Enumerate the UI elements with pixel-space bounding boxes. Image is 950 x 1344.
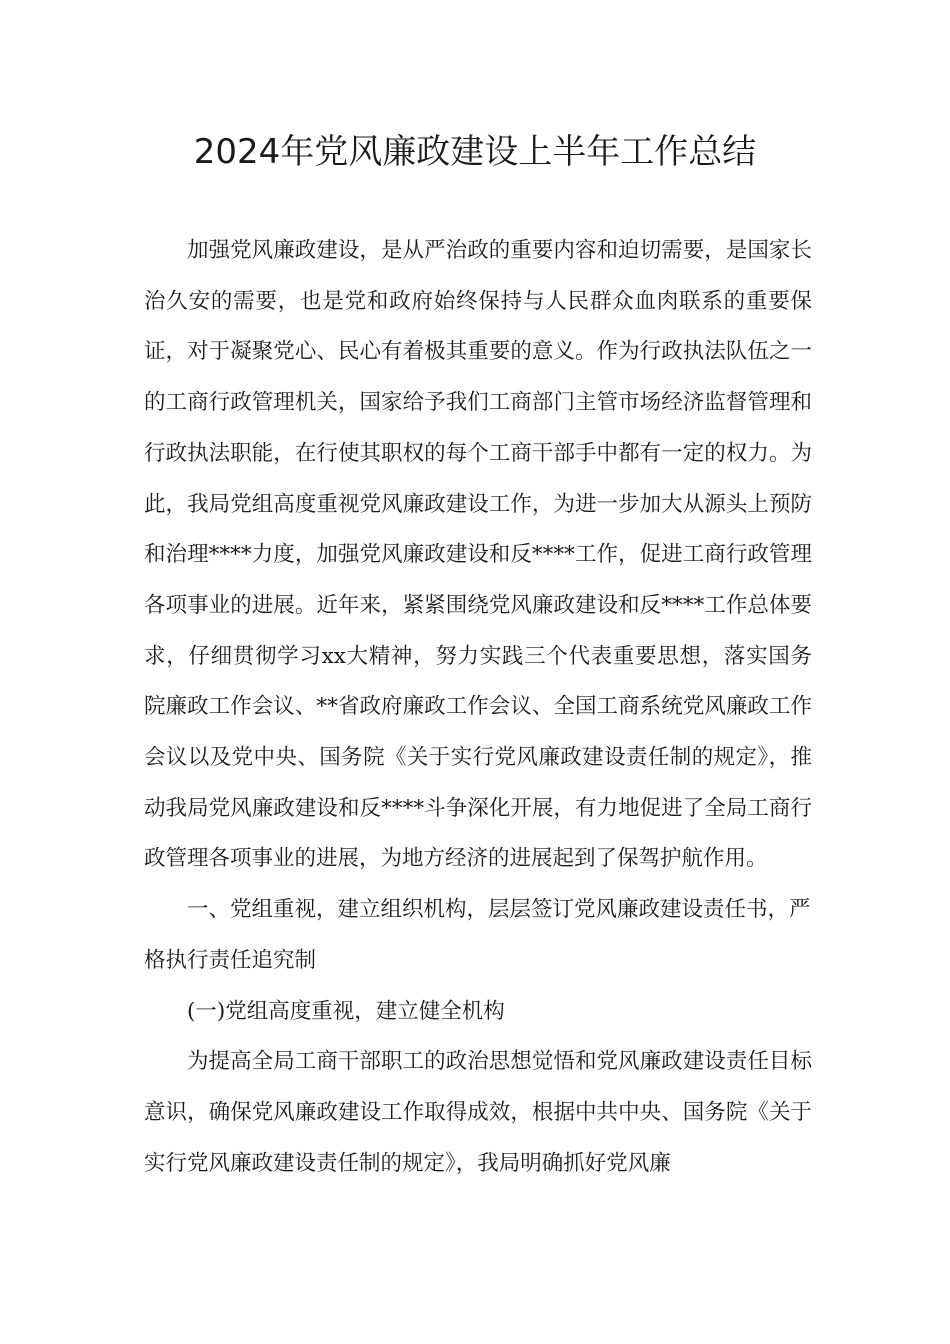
intro-paragraph: 加强党风廉政建设，是从严治政的重要内容和迫切需要，是国家长治久安的需要，也是党和政府始终保持与人民群众血肉联系的重要保证，对于凝聚党心、民心有着极其重要的意义。作为行政执法队伍之一的工商行政管理机关，国家给予我们工商部门主管市场经济监督管理和行政执法职能，在行使其职权的每个工商干部手中都有一定的权力。为此，我局党组高度重视党风廉政建设工作，为进一步加大从源头上预防和治理****力度，加强党风廉政建设和反****工作，促进工商行政管理各项事业的进展。近年来，紧紧围绕党风廉政建设和反****工作总体要求，仔细贯彻学习xx大精神，努力实践三个代表重要思想，落实国务院廉政工作会议、**省政府廉政工作会议、全国工商系统党风廉政工作会议以及党中央、国务院《关于实行党风廉政建设责任制的规定》，推动我局党风廉政建设和反****斗争深化开展，有力地促进了全局工商行政管理各项事业的进展，为地方经济的进展起到了保驾护航作用。 [144,238,812,872]
document-title: 2024年党风廉政建设上半年工作总结 [193,132,757,172]
document-body [144,226,812,1189]
body-paragraph: 为提高全局工商干部职工的政治思想觉悟和党风廉政建设责任目标意识，确保党风廉政建设工作取得成效，根据中共中央、国务院《关于实行党风廉政建设责任制的规定》，我局明确抓好党风廉 [144,1049,812,1176]
section-heading: 一、党组重视，建立组织机构，层层签订党风廉政建设责任书，严格执行责任追究制 [144,897,811,973]
subsection-heading: (一)党组高度重视，建立健全机构 [187,998,505,1024]
